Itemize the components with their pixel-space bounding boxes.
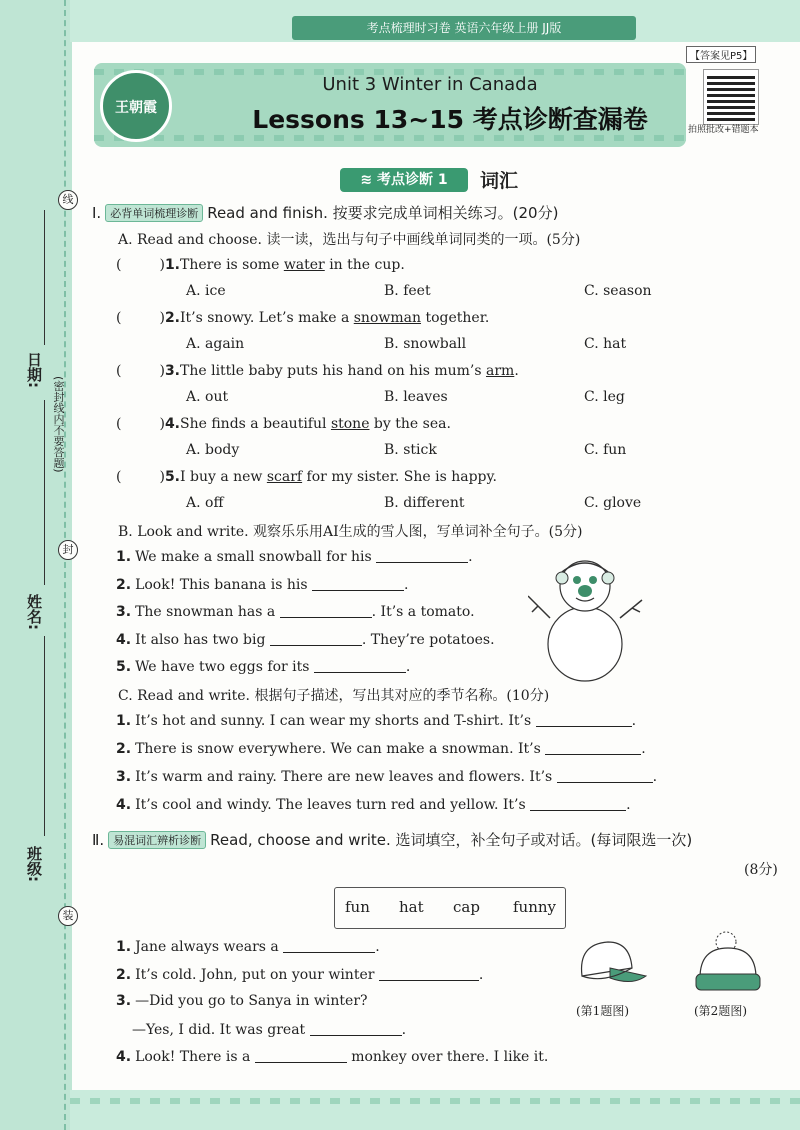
question-text: . — [478, 966, 484, 983]
answer-paren-left: ( — [116, 469, 122, 485]
question-line — [116, 966, 483, 983]
section-tag: ≋ 考点诊断 1 — [340, 168, 468, 192]
seal-mark-3: 装 — [58, 906, 78, 926]
answer-paren-right: ) — [159, 469, 165, 485]
answer-option[interactable]: A. body — [186, 442, 240, 458]
underlined-word: water — [283, 257, 325, 273]
answer-blank[interactable] — [255, 1048, 347, 1063]
section-tag-text: 考点诊断 1 — [376, 172, 448, 188]
question-text: I buy a new — [180, 469, 267, 485]
seal-dashed-line — [64, 0, 66, 1130]
question-number: 1. — [116, 549, 132, 565]
question-text: It’s cool and windy. The leaves turn red and yellow. It’s — [135, 797, 531, 813]
question-text: It’s hot and sunny. I can wear my shorts and T-shirt. It’s — [135, 713, 536, 729]
question-number: 5. — [164, 469, 180, 485]
answer-paren-right: ) — [159, 257, 165, 273]
question-text: . — [631, 713, 637, 729]
question-text: The little baby puts his hand on his mum’s — [180, 363, 486, 379]
question-number: 1. — [116, 713, 132, 729]
question-line — [116, 631, 495, 648]
qr-caption: 拍照批改+错题本 — [688, 125, 759, 135]
answer-option[interactable]: A. off — [186, 495, 224, 511]
answer-option[interactable]: B. different — [384, 495, 465, 511]
answer-blank[interactable] — [545, 740, 641, 755]
answer-blank[interactable] — [310, 1021, 402, 1036]
question-text: There is snow everywhere. We can make a snowman. It’s — [135, 741, 546, 757]
answer-blank[interactable] — [557, 768, 653, 783]
binding-sidebar — [0, 0, 72, 1130]
answer-blank[interactable] — [530, 796, 626, 811]
logo-text: 王朝霞 — [115, 100, 157, 116]
question-text: —Did you go to Sanya in winter? — [135, 993, 368, 1009]
question-text: . — [401, 1021, 407, 1038]
date-label: 日期: — [25, 352, 43, 388]
question-number: 2. — [116, 741, 132, 757]
part1-heading — [92, 202, 558, 223]
word-bank — [334, 887, 566, 929]
question-text: in the cup. — [324, 257, 405, 273]
question-text: . It’s a tomato. — [371, 604, 475, 620]
question-text: . — [403, 576, 409, 593]
footer-band — [70, 1090, 800, 1130]
word-bank-item: fun — [345, 898, 370, 916]
underlined-word: snowman — [353, 310, 422, 326]
question-text: It’s snowy. Let’s make a — [180, 310, 354, 326]
question-text: It’s cold. John, put on your winter — [135, 966, 379, 983]
part1-badge: 必背单词梳理诊断 — [105, 204, 203, 222]
answer-blank[interactable] — [270, 631, 362, 646]
question-line — [116, 576, 408, 593]
question-line — [116, 257, 405, 273]
question-text: . — [375, 939, 380, 955]
question-line — [116, 993, 368, 1009]
underlined-word: arm — [485, 363, 515, 379]
answer-option[interactable]: C. hat — [584, 336, 627, 352]
question-text: . — [626, 797, 631, 813]
question-line — [116, 603, 475, 620]
partB-instruction: B. Look and write. 观察乐乐用AI生成的雪人图，写单词补全句子。(5分) — [118, 524, 583, 540]
question-text: . — [652, 769, 658, 785]
question-text: by the sea. — [369, 416, 451, 432]
question-number: 4. — [116, 1049, 132, 1065]
question-line — [116, 310, 489, 326]
answer-paren-right: ) — [159, 310, 165, 326]
word-bank-item: cap — [453, 898, 480, 916]
partC-instruction: C. Read and write. 根据句子描述，写出其对应的季节名称。(10分) — [118, 688, 550, 704]
underlined-word: stone — [330, 416, 370, 432]
question-number: 3. — [116, 604, 132, 620]
answer-option[interactable]: C. glove — [584, 495, 642, 511]
question-line — [116, 938, 380, 955]
question-text: together. — [421, 310, 490, 326]
part2-score: (8分) — [744, 862, 778, 878]
answer-option[interactable]: B. leaves — [384, 389, 448, 405]
question-number: 3. — [164, 363, 180, 379]
answer-paren-left: ( — [116, 310, 122, 326]
winter-hat-illustration — [690, 930, 770, 996]
answer-blank[interactable] — [379, 966, 479, 981]
answer-blank[interactable] — [283, 938, 375, 953]
brand-logo — [100, 70, 172, 142]
question-line — [116, 416, 451, 432]
class-label: 班级: — [25, 846, 43, 882]
question-line — [116, 363, 519, 379]
answer-option[interactable]: A. out — [186, 389, 229, 405]
snowman-illustration — [528, 556, 644, 682]
seal-mark-2: 封 — [58, 540, 78, 560]
question-text: Look! This banana is his — [135, 576, 312, 593]
answer-paren-left: ( — [116, 363, 122, 379]
answer-option[interactable]: C. leg — [584, 389, 625, 405]
answer-blank[interactable] — [312, 576, 404, 591]
fig2-caption: (第2题图) — [694, 1004, 747, 1018]
part2-numeral: Ⅱ. — [92, 831, 105, 849]
part1-numeral: Ⅰ. — [92, 204, 102, 222]
answer-option[interactable]: C. season — [584, 283, 652, 299]
question-number: 1. — [116, 939, 132, 955]
question-number: 4. — [164, 416, 180, 432]
answer-reference: 【答案见P5】 — [686, 46, 756, 63]
part2-badge: 易混词汇辨析诊断 — [108, 831, 206, 849]
series-tab: 考点梳理时习卷 英语六年级上册 JJ版 — [292, 16, 636, 40]
question-text: monkey over there. I like it. — [346, 1049, 549, 1065]
answer-option[interactable]: A. ice — [186, 283, 226, 299]
question-line — [116, 1048, 548, 1065]
answer-paren-right: ) — [159, 363, 165, 379]
underlined-word: scarf — [266, 469, 303, 485]
question-number: 4. — [116, 797, 132, 813]
question-text: . — [405, 659, 411, 675]
answer-option[interactable]: A. again — [186, 336, 245, 352]
question-line — [116, 740, 646, 757]
question-text: She finds a beautiful — [180, 416, 331, 432]
question-number: 2. — [116, 576, 132, 593]
answer-blank[interactable] — [536, 712, 632, 727]
answer-blank[interactable] — [280, 603, 372, 618]
question-text: Look! There is a — [135, 1049, 255, 1065]
question-text: Jane always wears a — [135, 939, 284, 955]
answer-option[interactable]: B. snowball — [384, 336, 467, 352]
section-name: 词汇 — [480, 170, 519, 192]
part2-heading — [92, 829, 692, 850]
word-bank-item: hat — [399, 898, 424, 916]
answer-blank[interactable] — [376, 548, 468, 563]
part1-instruction: Read and finish. 按要求完成单词相关练习。(20分) — [207, 204, 559, 222]
question-number: 3. — [116, 993, 132, 1009]
question-number: 2. — [164, 310, 180, 326]
question-text: The snowman has a — [135, 604, 280, 620]
cap-illustration — [574, 936, 648, 992]
question-line — [116, 768, 657, 785]
top-bar — [70, 0, 800, 42]
fig1-caption: (第1题图) — [576, 1004, 629, 1018]
question-line — [116, 548, 473, 565]
question-text: . — [641, 741, 646, 757]
question-line — [116, 796, 631, 813]
question-text: . — [468, 549, 473, 565]
question-number: 2. — [116, 966, 132, 983]
question-number: 3. — [116, 769, 132, 785]
answer-option[interactable]: C. fun — [584, 442, 627, 458]
question-line — [116, 712, 636, 729]
answer-option[interactable]: B. feet — [384, 283, 431, 299]
question-number: 1. — [164, 257, 180, 273]
question-text: . — [514, 363, 519, 379]
answer-paren-left: ( — [116, 257, 122, 273]
lesson-title: Lessons 13~15 考点诊断查漏卷 — [252, 105, 648, 134]
question-text: for my sister. She is happy. — [302, 469, 498, 485]
question-text: There is some — [180, 257, 284, 273]
answer-option[interactable]: B. stick — [384, 442, 437, 458]
word-bank-item: funny — [513, 898, 557, 916]
seal-mark-1: 线 — [58, 190, 78, 210]
question-text: It also has two big — [135, 631, 270, 648]
answer-paren-left: ( — [116, 416, 122, 432]
question-text: —Yes, I did. It was great — [132, 1021, 310, 1038]
question-text: We make a small snowball for his — [135, 549, 377, 565]
question-line — [116, 1021, 406, 1038]
part2-instruction: Read, choose and write. 选词填空，补全句子或对话。(每词限选一次) — [210, 831, 693, 849]
question-line — [116, 469, 497, 485]
question-number: 5. — [116, 659, 132, 675]
qr-code-icon[interactable] — [704, 70, 758, 124]
answer-paren-right: ) — [159, 416, 165, 432]
seal-note: (密封线内不要答题) — [52, 376, 65, 473]
footer-wave — [70, 1098, 800, 1104]
class-field[interactable] — [44, 636, 45, 836]
answer-blank[interactable] — [314, 658, 406, 673]
question-text: It’s warm and rainy. There are new leaves and flowers. It’s — [135, 769, 557, 785]
date-field[interactable] — [44, 210, 45, 345]
question-text: We have two eggs for its — [135, 659, 314, 675]
name-field[interactable] — [44, 400, 45, 585]
name-label: 姓名: — [25, 594, 43, 630]
unit-title: Unit 3 Winter in Canada — [322, 74, 538, 95]
question-text: . They’re potatoes. — [361, 631, 495, 648]
question-line — [116, 658, 410, 675]
question-number: 4. — [116, 631, 132, 648]
partA-instruction: A. Read and choose. 读一读，选出与句子中画线单词同类的一项。(5分) — [118, 232, 581, 248]
